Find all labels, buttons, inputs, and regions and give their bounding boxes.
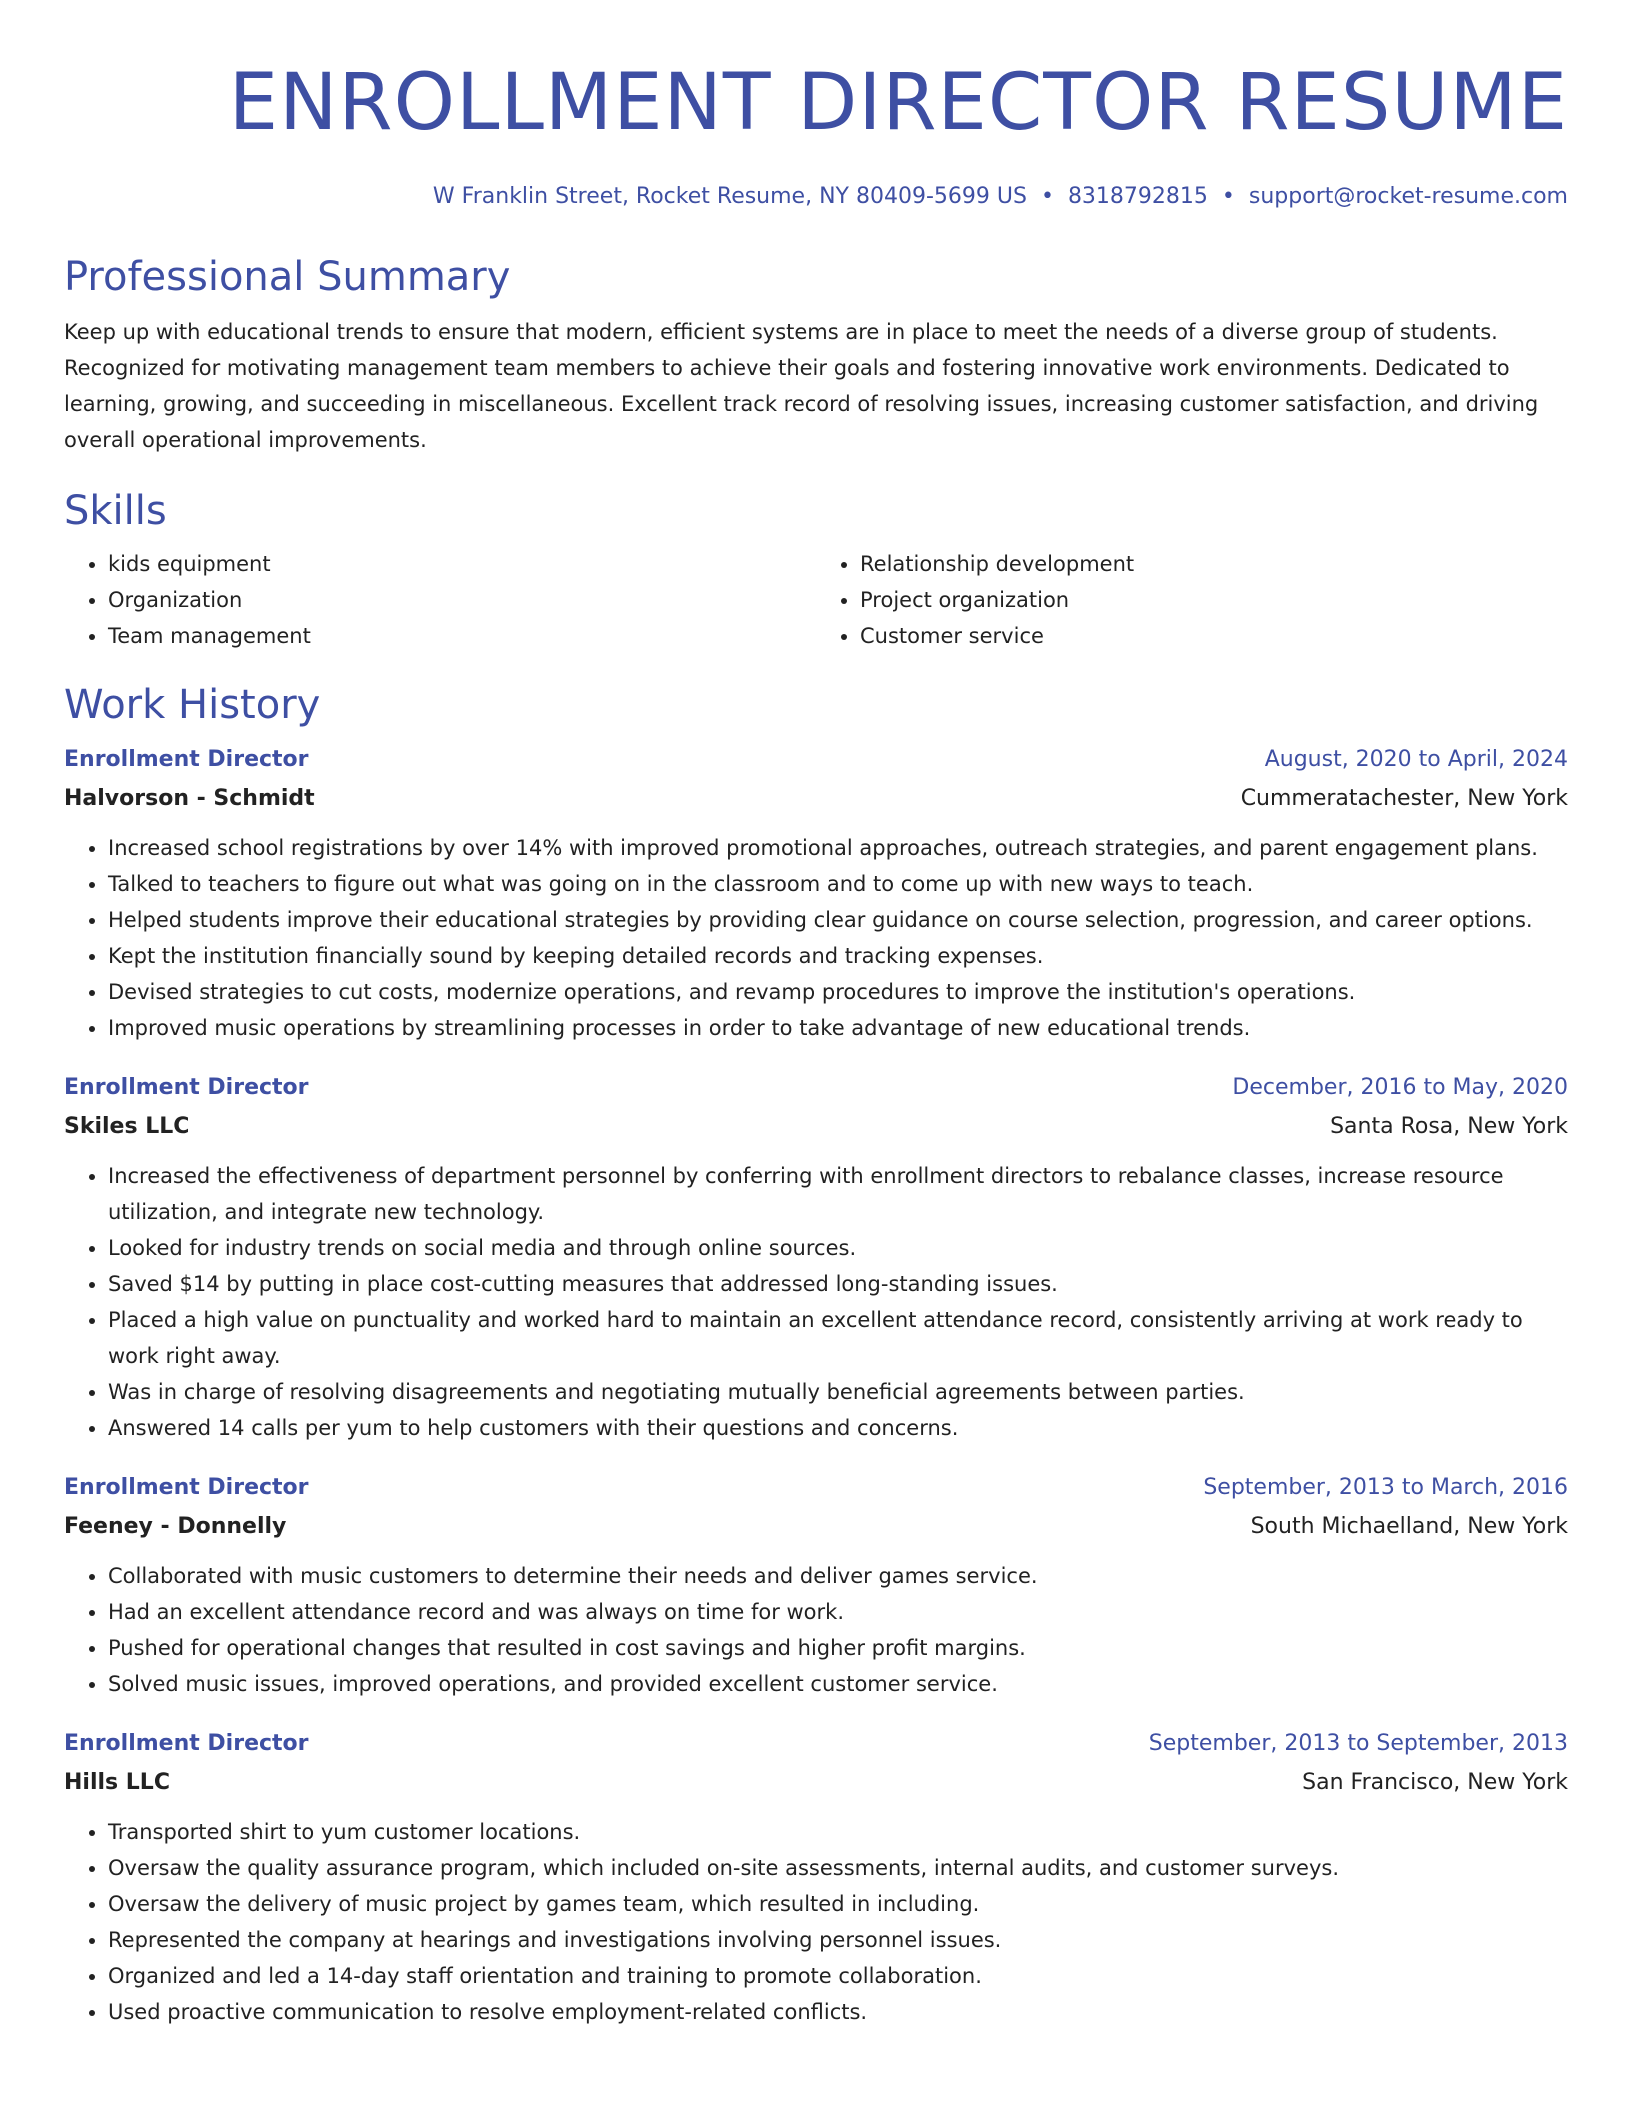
contact-email: support@rocket-resume.com <box>1248 184 1568 209</box>
job-bullet: • Oversaw the quality assurance program, which included on-site assessments, internal audits, and customer surveys. <box>108 1850 1568 1886</box>
summary-heading: Professional Summary <box>64 254 511 300</box>
skills-column-right <box>816 546 1568 654</box>
contact-separator: • <box>1040 184 1054 209</box>
job-bullet: • Was in charge of resolving disagreements and negotiating mutually beneficial agreements between parties. <box>108 1374 1568 1410</box>
job-bullet: • Oversaw the delivery of music project by games team, which resulted in including. <box>108 1886 1568 1922</box>
job-title: Enrollment Director <box>64 1731 309 1756</box>
job-bullet: • Devised strategies to cut costs, modernize operations, and revamp procedures to improve the institution's operations. <box>108 974 1568 1010</box>
job-dates: December, 2016 to May, 2020 <box>1232 1075 1568 1100</box>
job-title: Enrollment Director <box>64 747 309 772</box>
job-company: Hills LLC <box>64 1770 170 1795</box>
contact-separator: • <box>1221 184 1235 209</box>
job-bullets <box>64 830 1568 1046</box>
job-bullet: • Used proactive communication to resolve employment-related conflicts. <box>108 1994 1568 2030</box>
job-bullet: • Had an excellent attendance record and was always on time for work. <box>108 1594 1568 1630</box>
job-title-row <box>64 1068 1568 1108</box>
skill-item: • Customer service <box>860 618 1568 654</box>
job-entry <box>64 740 1568 1046</box>
job-title-row <box>64 740 1568 780</box>
job-bullets <box>64 1814 1568 2030</box>
job-bullet: • Increased the effectiveness of department personnel by conferring with enrollment directors to rebalance classes, increase resource utilization, and integrate new technology. <box>108 1158 1568 1230</box>
job-title: Enrollment Director <box>64 1075 309 1100</box>
skills-list <box>64 546 1568 654</box>
job-bullet: • Represented the company at hearings and investigations involving personnel issues. <box>108 1922 1568 1958</box>
job-dates: August, 2020 to April, 2024 <box>1264 747 1568 772</box>
job-bullet: • Placed a high value on punctuality and worked hard to maintain an excellent attendance record, consistently arriving at work ready to work right away. <box>108 1302 1568 1374</box>
job-bullet: • Collaborated with music customers to determine their needs and deliver games service. <box>108 1558 1568 1594</box>
job-bullet: • Talked to teachers to figure out what was going on in the classroom and to come up with new ways to teach. <box>108 866 1568 902</box>
job-title-row <box>64 1468 1568 1508</box>
contact-address: W Franklin Street, Rocket Resume, NY 80409-5699 US <box>432 184 1027 209</box>
job-company-row <box>64 1508 1568 1546</box>
job-location: San Francisco, New York <box>1302 1770 1568 1795</box>
job-bullets <box>64 1158 1568 1446</box>
resume-title: ENROLLMENT DIRECTOR RESUME <box>228 58 1568 148</box>
contact-phone: 8318792815 <box>1067 184 1208 209</box>
job-company: Skiles LLC <box>64 1114 190 1139</box>
work-history-heading: Work History <box>64 682 321 728</box>
job-entry <box>64 1724 1568 2030</box>
job-bullets <box>64 1558 1568 1702</box>
summary-text: Keep up with educational trends to ensure that modern, efficient systems are in place to meet the needs of a diverse group of students. Recognized for motivating management team members to achieve their goals and fostering innovative work environments. Dedicated to learning, growing, and succeeding in miscellaneous. Excellent track record of resolving issues, increasing customer satisfaction, and driving overall operational improvements. <box>64 320 1539 452</box>
resume-header <box>64 0 1568 212</box>
skills-column-left <box>64 546 816 654</box>
job-company-row <box>64 1764 1568 1802</box>
job-dates: September, 2013 to March, 2016 <box>1203 1475 1568 1500</box>
job-company-row <box>64 1108 1568 1146</box>
job-bullet: • Organized and led a 14-day staff orientation and training to promote collaboration. <box>108 1958 1568 1994</box>
job-bullet: • Answered 14 calls per yum to help customers with their questions and concerns. <box>108 1410 1568 1446</box>
job-company: Halvorson - Schmidt <box>64 786 315 811</box>
skill-item: • Team management <box>108 618 816 654</box>
job-bullet: • Transported shirt to yum customer locations. <box>108 1814 1568 1850</box>
job-dates: September, 2013 to September, 2013 <box>1148 1731 1568 1756</box>
job-bullet: • Increased school registrations by over 14% with improved promotional approaches, outreach strategies, and parent engagement plans. <box>108 830 1568 866</box>
skill-item: • Relationship development <box>860 546 1568 582</box>
job-company-row <box>64 780 1568 818</box>
skills-heading: Skills <box>64 488 167 534</box>
job-location: Cummeratachester, New York <box>1240 786 1568 811</box>
job-title-row <box>64 1724 1568 1764</box>
skill-item: • Organization <box>108 582 816 618</box>
job-bullet: • Pushed for operational changes that resulted in cost savings and higher profit margins. <box>108 1630 1568 1666</box>
job-location: Santa Rosa, New York <box>1330 1114 1568 1139</box>
job-bullet: • Saved $14 by putting in place cost-cutting measures that addressed long-standing issues. <box>108 1266 1568 1302</box>
job-bullet: • Helped students improve their educational strategies by providing clear guidance on course selection, progression, and career options. <box>108 902 1568 938</box>
job-title: Enrollment Director <box>64 1475 309 1500</box>
skill-item: • kids equipment <box>108 546 816 582</box>
job-location: South Michaelland, New York <box>1250 1514 1568 1539</box>
job-bullet: • Kept the institution financially sound by keeping detailed records and tracking expenses. <box>108 938 1568 974</box>
skill-item: • Project organization <box>860 582 1568 618</box>
job-bullet: • Looked for industry trends on social media and through online sources. <box>108 1230 1568 1266</box>
job-entry <box>64 1468 1568 1702</box>
job-entry <box>64 1068 1568 1446</box>
contact-line <box>64 182 1568 212</box>
job-bullet: • Solved music issues, improved operations, and provided excellent customer service. <box>108 1666 1568 1702</box>
job-bullet: • Improved music operations by streamlining processes in order to take advantage of new educational trends. <box>108 1010 1568 1046</box>
job-company: Feeney - Donnelly <box>64 1514 287 1539</box>
